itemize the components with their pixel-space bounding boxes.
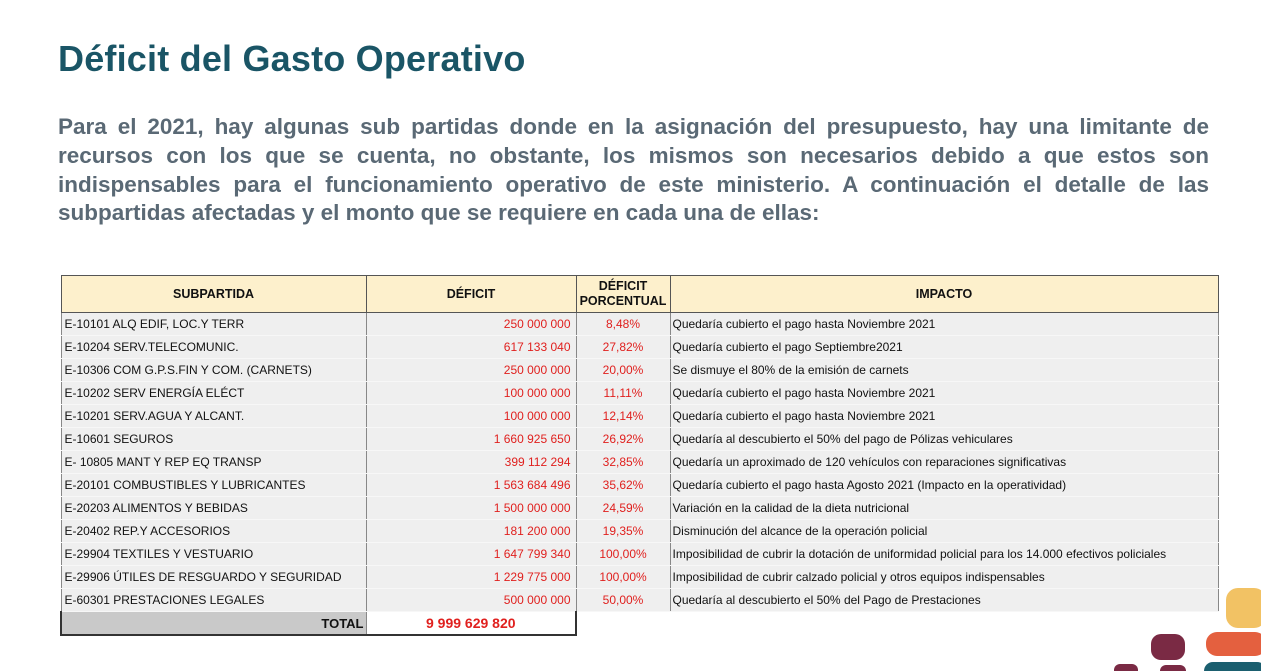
table-row — [61, 359, 1218, 382]
deco-maroon-small — [1114, 664, 1138, 671]
cell-porcentual: 100,00% — [576, 543, 670, 566]
table-row — [61, 313, 1218, 336]
table-row — [61, 589, 1218, 612]
cell-deficit: 1 500 000 000 — [366, 497, 576, 520]
cell-porcentual: 24,59% — [576, 497, 670, 520]
deco-maroon-block — [1151, 634, 1185, 660]
cell-deficit: 250 000 000 — [366, 359, 576, 382]
cell-subpartida: E-60301 PRESTACIONES LEGALES — [61, 589, 366, 612]
header-deficit-porcentual — [576, 276, 670, 313]
cell-subpartida: E-20203 ALIMENTOS Y BEBIDAS — [61, 497, 366, 520]
cell-porcentual: 11,11% — [576, 382, 670, 405]
header-subpartida: SUBPARTIDA — [61, 276, 366, 313]
cell-subpartida: E-10306 COM G.P.S.FIN Y COM. (CARNETS) — [61, 359, 366, 382]
cell-porcentual: 8,48% — [576, 313, 670, 336]
cell-subpartida: E-29906 ÚTILES DE RESGUARDO Y SEGURIDAD — [61, 566, 366, 589]
cell-deficit: 100 000 000 — [366, 382, 576, 405]
header-deficit-porcentual-line2: PORCENTUAL — [579, 294, 667, 308]
cell-porcentual: 12,14% — [576, 405, 670, 428]
table-row — [61, 497, 1218, 520]
table-row — [61, 405, 1218, 428]
cell-subpartida: E- 10805 MANT Y REP EQ TRANSP — [61, 451, 366, 474]
total-value: 9 999 629 820 — [366, 612, 576, 636]
total-row — [61, 612, 1218, 636]
cell-porcentual: 26,92% — [576, 428, 670, 451]
cell-impacto: Quedaría cubierto el pago hasta Noviembre 2021 — [670, 313, 1218, 336]
deco-orange-block — [1206, 632, 1261, 656]
cell-deficit: 1 647 799 340 — [366, 543, 576, 566]
cell-subpartida: E-10201 SERV.AGUA Y ALCANT. — [61, 405, 366, 428]
cell-impacto: Variación en la calidad de la dieta nutricional — [670, 497, 1218, 520]
cell-impacto: Quedaría al descubierto el 50% del pago de Pólizas vehiculares — [670, 428, 1218, 451]
cell-porcentual: 50,00% — [576, 589, 670, 612]
cell-impacto: Se dismuye el 80% de la emisión de carnets — [670, 359, 1218, 382]
cell-deficit: 500 000 000 — [366, 589, 576, 612]
deco-teal-block — [1204, 662, 1261, 671]
table-body — [61, 313, 1218, 636]
table-row — [61, 543, 1218, 566]
header-impacto: IMPACTO — [670, 276, 1218, 313]
cell-impacto: Quedaría un aproximado de 120 vehículos con reparaciones significativas — [670, 451, 1218, 474]
cell-subpartida: E-10204 SERV.TELECOMUNIC. — [61, 336, 366, 359]
table-row — [61, 336, 1218, 359]
table-row — [61, 566, 1218, 589]
cell-porcentual: 20,00% — [576, 359, 670, 382]
cell-deficit: 617 133 040 — [366, 336, 576, 359]
cell-subpartida: E-29904 TEXTILES Y VESTUARIO — [61, 543, 366, 566]
cell-impacto: Quedaría cubierto el pago hasta Agosto 2021 (Impacto en la operatividad) — [670, 474, 1218, 497]
deco-maroon-small-2 — [1160, 665, 1186, 671]
cell-impacto: Quedaría cubierto el pago hasta Noviembre 2021 — [670, 405, 1218, 428]
cell-deficit: 399 112 294 — [366, 451, 576, 474]
table-row — [61, 474, 1218, 497]
cell-porcentual: 35,62% — [576, 474, 670, 497]
cell-deficit: 1 660 925 650 — [366, 428, 576, 451]
header-deficit-porcentual-line1: DÉFICIT — [598, 279, 648, 293]
cell-impacto: Quedaría cubierto el pago hasta Noviembre 2021 — [670, 382, 1218, 405]
cell-impacto: Imposibilidad de cubrir la dotación de uniformidad policial para los 14.000 efectivos policiales — [670, 543, 1218, 566]
table-header-row — [61, 276, 1218, 313]
cell-deficit: 1 563 684 496 — [366, 474, 576, 497]
total-blank-cell — [576, 612, 670, 636]
cell-deficit: 1 229 775 000 — [366, 566, 576, 589]
cell-impacto: Quedaría al descubierto el 50% del Pago de Prestaciones — [670, 589, 1218, 612]
cell-subpartida: E-10202 SERV ENERGÍA ELÉCT — [61, 382, 366, 405]
cell-impacto: Disminución del alcance de la operación policial — [670, 520, 1218, 543]
table-row — [61, 382, 1218, 405]
cell-porcentual: 32,85% — [576, 451, 670, 474]
page-title: Déficit del Gasto Operativo — [58, 38, 526, 79]
deco-yellow-block — [1226, 588, 1261, 628]
cell-deficit: 250 000 000 — [366, 313, 576, 336]
cell-porcentual: 100,00% — [576, 566, 670, 589]
cell-deficit: 100 000 000 — [366, 405, 576, 428]
cell-subpartida: E-20402 REP.Y ACCESORIOS — [61, 520, 366, 543]
cell-impacto: Imposibilidad de cubrir calzado policial y otros equipos indispensables — [670, 566, 1218, 589]
decorative-corner-shapes — [1100, 584, 1261, 671]
total-label: TOTAL — [61, 612, 366, 636]
cell-subpartida: E-10101 ALQ EDIF, LOC.Y TERR — [61, 313, 366, 336]
cell-deficit: 181 200 000 — [366, 520, 576, 543]
table-row — [61, 428, 1218, 451]
deficit-table — [60, 275, 1219, 636]
intro-paragraph: Para el 2021, hay algunas sub partidas donde en la asignación del presupuesto, hay una limitante de recursos con los que se cuenta, no obstante, los mismos son necesarios debido a que estos son indispensables para el funcionamiento operativo de este ministerio. A continuación el detalle de las subpartidas afectadas y el monto que se requiere en cada una de ellas: — [58, 114, 1209, 226]
header-deficit: DÉFICIT — [366, 276, 576, 313]
table-row — [61, 451, 1218, 474]
cell-subpartida: E-10601 SEGUROS — [61, 428, 366, 451]
cell-porcentual: 19,35% — [576, 520, 670, 543]
cell-porcentual: 27,82% — [576, 336, 670, 359]
cell-subpartida: E-20101 COMBUSTIBLES Y LUBRICANTES — [61, 474, 366, 497]
cell-impacto: Quedaría cubierto el pago Septiembre2021 — [670, 336, 1218, 359]
table-row — [61, 520, 1218, 543]
